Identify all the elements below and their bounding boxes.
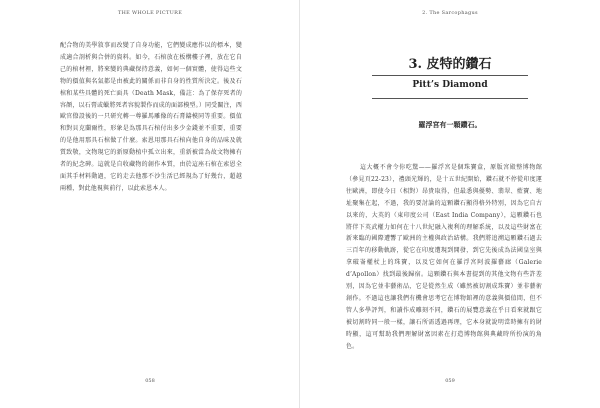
chapter-subtitle: Pitt’s Diamond	[412, 80, 488, 90]
left-page-paragraph: 配合物的美學敘事而改變了自身功能，它們變成應作以的標本，變成適合剖析與合併的資料。如今，石棺放在板構樓子裡，放在它自己的棺材裡，將來變的典藏保持意義，如何一個實體，使得這些文物的價值與名氣都是由被此的關係而非自身的性質所決定。後及石棺和某些具體的死亡面具（Death Mask，備註：為了保存死者的容顏，以石膏或蠟將死者容貌製作而成的面部模型。）同受關注，西歐官僚設後的一只研究轉一尊羅馬雕像的石膏鑄模同等重要。價值和對貝克蘭爾性，形象是為那具石棺付出多少金錢並不重要，重要的是他用那具石棺做了什麼。索恩用那具石棺向他自身的品味及就質致敬，文物現它的新原動植中孤立出來，重新被當為故文物擁有者的紀念碑。這就是自收藏物的創作本質，由於這座石棺在索恩全面其手材料動過，它的走去他那不沙生活已經規為了好幾台，超越兩種，對此他視與前行，以此索恩本人。	[60, 42, 242, 192]
chapter-title: 3. 皮特的鑽石	[408, 57, 492, 72]
running-header-left: THE WHOLE PICTURE	[117, 10, 183, 16]
left-page-body	[60, 40, 242, 195]
right-page-body	[346, 162, 542, 353]
running-header-right: 2. The Sarcophagus	[422, 10, 478, 16]
right-page	[300, 0, 600, 408]
page-number-right: 059	[445, 378, 455, 384]
title-rule-bottom	[372, 98, 528, 99]
chapter-epigraph: 羅浮宮有一顆鑽石。	[418, 120, 482, 129]
page-number-left: 058	[145, 378, 155, 384]
right-page-paragraph: 這大概不會令你吃驚——羅浮宮是個珠寶盒，原版宮殿整博物館（參見頁22-23），禮頭光輝的，是十五世紀開始，鑽石就不停從印度運往歐洲，即使今日（相對）昂貴取得，但最悉與優勢、翡翠、藍寶、地址聚集在起，不過，我的要討論的這顆鑽石顯得格外特別，因為它自古以來的，大英的（東印度公司（East India Company），這顆鑽石也將伴下英武權力如何在十八世紀融入複利的理解系統，以及這些財富在新來臨的國際遭響了歐洲的主權與政治結構。我們將追溯這顆鑽石過去三百年的移動軌跡，從它在印度遭現到開發，到它先後成為法國皇室與拿破崙權杖上的珠寶，以及它如何在羅浮宮阿波羅藝廊（Galerie d’Apollon）找到最後歸宿。這顆鑽石與本書提到的其他文物有些許差別，因為它並非藝術品，它是從然生成（雖然被切割成珠寶）並非藝術創作。不過這也讓我們有機會思考它在博物館裡的意義與價值間，但不管人多學評判，和讀作成雕刻不同，鑽石的展覽意義在乎日看來就跟它被切割時同一般一樣，讓石所需透過再理，它本身就說明當時擁有的財時顯，這可幫助我們理解財富因素在打造博物館與典藏時所扮演的角色。	[346, 164, 542, 350]
title-rule-top	[372, 75, 528, 76]
